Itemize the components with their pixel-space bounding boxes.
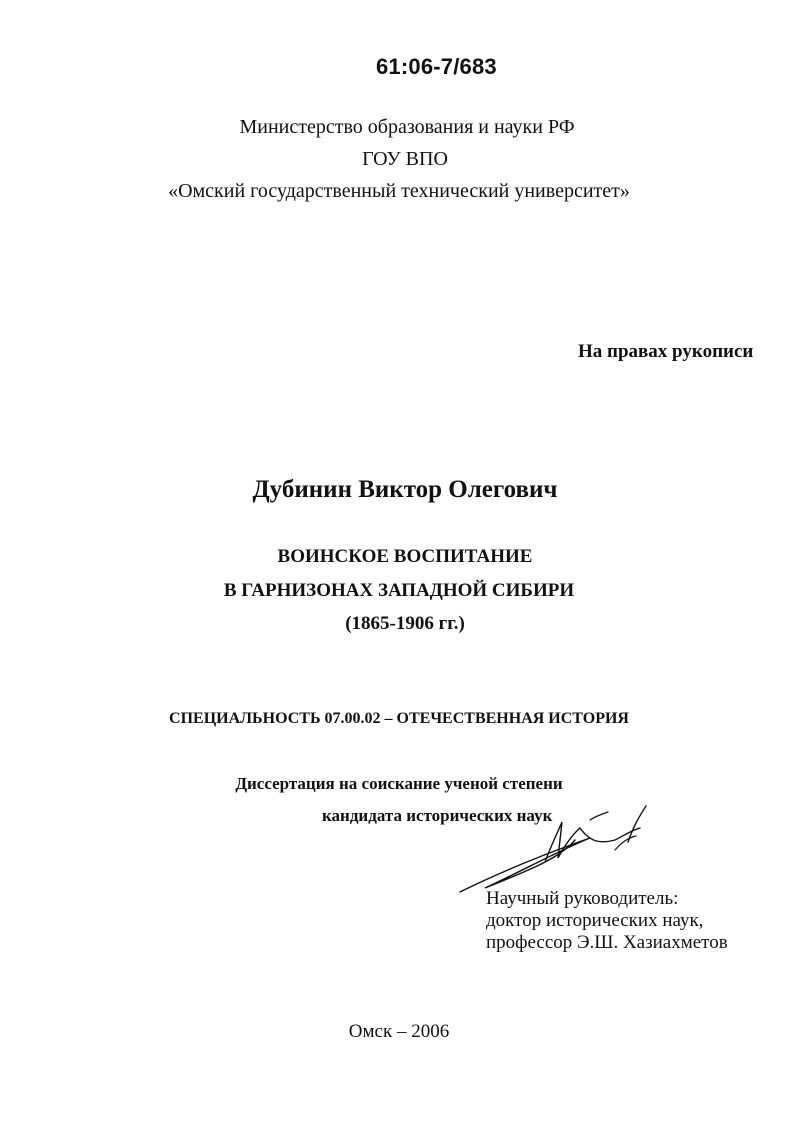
author-name: Дубинин Виктор Олегович (252, 476, 558, 503)
supervisor-degree: доктор исторических наук, (486, 910, 704, 931)
dissertation-line-2: кандидата исторических наук (322, 806, 553, 825)
dissertation-line-1: Диссертация на соискание ученой степени (235, 774, 563, 793)
university-name: «Омский государственный технический университет» (168, 180, 630, 202)
specialty-line: СПЕЦИАЛЬНОСТЬ 07.00.02 – ОТЕЧЕСТВЕННАЯ ИСТОРИЯ (169, 710, 629, 727)
title-line-1: ВОИНСКОЕ ВОСПИТАНИЕ (277, 546, 533, 567)
rights-notice: На правах рукописи (578, 341, 754, 362)
ministry-name: Министерство образования и науки РФ (239, 116, 575, 138)
city-year: Омск – 2006 (348, 1021, 450, 1042)
institution-type: ГОУ ВПО (362, 148, 448, 170)
document-code: 61:06-7/683 (376, 54, 497, 79)
supervisor-role: Научный руководитель: (486, 888, 679, 909)
title-line-2: В ГАРНИЗОНАХ ЗАПАДНОЙ СИБИРИ (223, 580, 575, 601)
supervisor-name: профессор Э.Ш. Хазиахметов (486, 932, 728, 953)
title-years: (1865-1906 гг.) (345, 613, 465, 634)
